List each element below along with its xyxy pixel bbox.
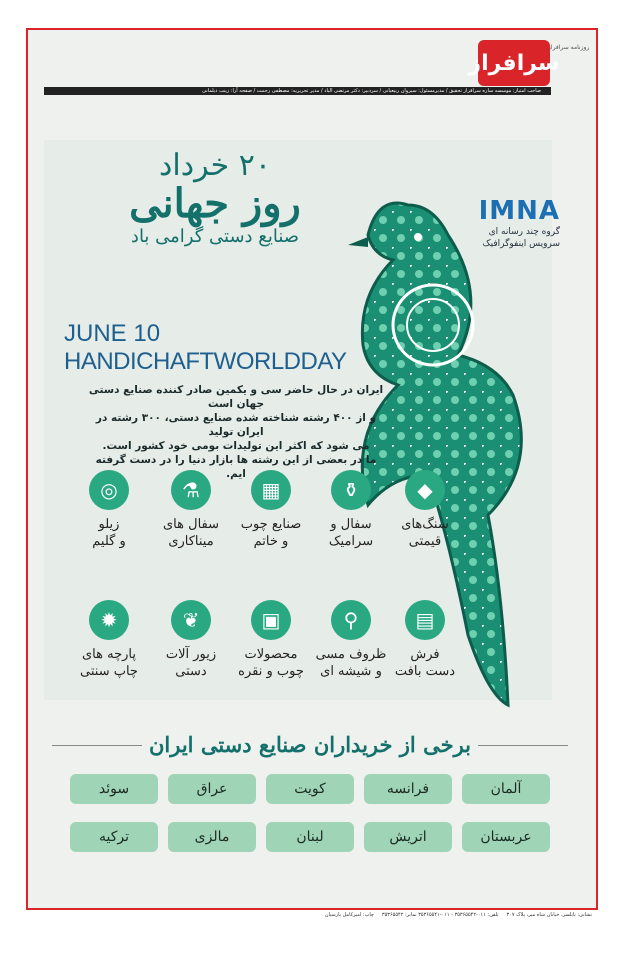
para-line-1: ایران در حال حاضر سی و یکمین صادر کننده صنایع دستی جهان است [88,384,384,410]
imna-logo: IMNA [478,196,560,226]
footer [28,912,592,922]
craft-label: سفال و [330,517,372,532]
persian-title [80,150,350,310]
english-title: HANDICHAFTWORLDDAY [64,348,347,375]
craft-label: و شیشه ای [320,664,382,679]
craft-label: چوب و نقره [238,664,304,679]
craft-item [310,600,392,680]
craft-item [150,600,232,680]
footer-print: چاپ: امیرکامل پارسیان [324,912,374,918]
buyer-country: اتریش [364,822,452,852]
craft-label: سنگ‌های [401,517,449,532]
craft-label: سرامیک [328,534,374,549]
logo-tagline: روزنامه سرافراز [548,44,590,51]
footer-phone: تلفن: ۰۱۱-۳۵۳۶۵۵۴۲ - ۰۱۱-۳۵۳۶۵۵۴۱ نمابر: ۳۵۳۶۵۵۴۲ [381,912,499,918]
craft-label: فرش [410,647,440,662]
english-date: JUNE 10 [64,320,161,347]
title-main: روز جهانی [129,180,301,227]
craft-label: پارچه های [82,647,136,662]
copper-vessel-icon: ⚲ [331,600,371,640]
craft-label: و گلیم [92,534,126,549]
wood-inlay-icon: ▦ [251,470,291,510]
craft-label: و خاتم [253,534,289,549]
buyer-country: مالزی [168,822,256,852]
buyers-title: برخی از خریداران صنایع دستی ایران [148,732,471,757]
craft-label: دستی [175,664,207,679]
craft-item [310,470,392,550]
craft-label: قیمتی [408,534,442,549]
buyer-country: عراق [168,774,256,804]
craft-label: محصولات [244,647,298,662]
buyer-country: آلمان [462,774,550,804]
para-line-3: می شود که اکثر این تولیدات بومی خود کشور است. [102,440,370,452]
newspaper-logo[interactable]: سرافراز [478,40,550,86]
craft-item [68,600,150,680]
buyer-country: ترکیه [70,822,158,852]
title-date: ۲۰ خرداد [159,148,271,183]
craft-item [68,470,150,550]
buyer-country: عربستان [462,822,550,852]
rug-roll-icon: ◎ [89,470,129,510]
craft-item [150,470,232,550]
craft-label: چاپ سنتی [80,664,138,679]
craft-label: صنایع چوب [240,517,302,532]
vase-icon: ⚱ [331,470,371,510]
masthead-credits: صاحب امتیاز: موسسه ساره سرافراز تحقیق / مدیرمسئول: سیروان ربیعیانی / سردبیر: دکتر مرتضی الیاد / مدیر تحریریه: مصطفی رحمت / صفحه آرا: زینب دیلمانی [44,87,551,95]
craft-label: زیلو [98,517,120,532]
intro-paragraph [86,383,386,481]
craft-item [230,470,312,550]
craft-label: دست بافت [394,664,456,679]
para-line-2: و از ۴۰۰ رشته شناخته شده صنایع دستی، ۳۰۰ رشته در ایران تولید [95,412,377,438]
enamel-pottery-icon: ⚗ [171,470,211,510]
craft-item [384,470,466,550]
carpet-icon: ▤ [405,600,445,640]
imna-brand [470,196,560,250]
textile-print-icon: ✹ [89,600,129,640]
footer-address: نشانی: بابلسر، خیابان شاه میر، پلاک ۳۰۷ [506,912,592,918]
craft-item [230,600,312,680]
title-sub: صنایع دستی گرامی باد [130,226,300,247]
craft-item [384,600,466,680]
brand-line-1: گروه چند رسانه ای [488,227,560,237]
gemstone-icon: ◆ [405,470,445,510]
buyer-country: لبنان [266,822,354,852]
craft-label: ظروف مسی [315,647,387,662]
craft-label: میناکاری [168,534,214,549]
buyer-country: کویت [266,774,354,804]
craft-label: زیور آلات [165,647,217,662]
craft-label: سفال های [163,517,219,532]
buyer-country: سوئد [70,774,158,804]
jewelry-icon: ❦ [171,600,211,640]
brand-line-2: سرویس اینفوگرافیک [482,239,560,249]
silver-box-icon: ▣ [251,600,291,640]
para-line-4: ما در بعضی از این رشته ها بازار دنیا را در دست گرفته ایم. [95,454,377,480]
buyer-country: فرانسه [364,774,452,804]
